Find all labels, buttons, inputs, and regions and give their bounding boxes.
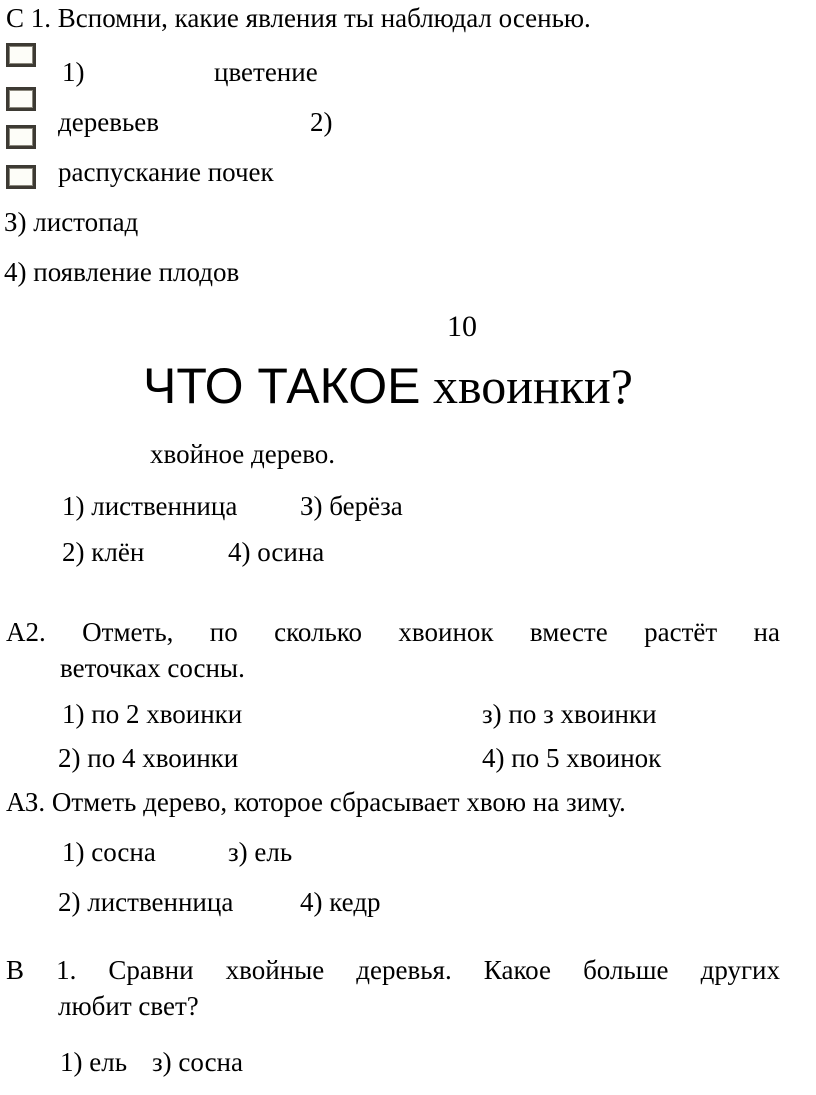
question-c1-prompt: С 1. Вспомни, какие явления ты наблюдал осенью. [6,3,591,33]
checkbox-3[interactable] [6,125,36,149]
b1-option-1: 1) ель [60,1047,128,1077]
question-a2-prompt-line2: веточках сосны. [60,653,245,683]
b1-option-3: з) сосна [152,1047,243,1077]
a2-option-2: 2) по 4 хвоинки [58,743,239,773]
c1-line2-text: деревьев [58,107,159,137]
c1-option-3: З) листопад [4,207,139,237]
question-b1-prompt-line2: любит свет? [58,991,199,1021]
c1-line3-text: распускание почек [58,157,274,187]
c1-line1-number: 1) [62,57,85,87]
heading-part1: ЧТО ТАКОЕ [143,358,421,414]
question-a1-prompt: хвойное дерево. [150,439,336,469]
a3-option-1: 1) сосна [62,837,156,867]
page-heading [143,358,633,414]
question-a3-prompt: АЗ. Отметь дерево, которое сбрасывает хвою на зиму. [6,787,626,817]
a3-option-3: з) ель [228,837,293,867]
a1-option-3: З) берёза [300,491,403,521]
a2-option-1: 1) по 2 хвоинки [62,699,243,729]
c1-line2-number: 2) [310,107,333,137]
page-number: 10 [447,310,477,343]
checkbox-2[interactable] [6,87,36,111]
a2-option-3: з) по з хвоинки [482,699,657,729]
a3-option-2: 2) лиственница [58,887,234,917]
a3-option-4: 4) кедр [300,887,381,917]
a1-option-1: 1) лиственница [62,491,238,521]
heading-part2: хвоинки? [432,358,633,414]
a1-option-2: 2) клён [62,537,145,567]
c1-line1-text: цветение [214,57,318,87]
checkbox-4[interactable] [6,165,36,189]
checkbox-1[interactable] [6,43,36,67]
a2-option-4: 4) по 5 хвоинок [482,743,662,773]
question-a2-prompt-line1: А2. Отметь, по сколько хвоинок вместе растёт на [6,617,780,647]
question-b1-prompt-line1: В 1. Сравни хвойные деревья. Какое больше других [6,955,780,985]
c1-option-4: 4) появление плодов [4,257,240,287]
a1-option-4: 4) осина [228,537,325,567]
